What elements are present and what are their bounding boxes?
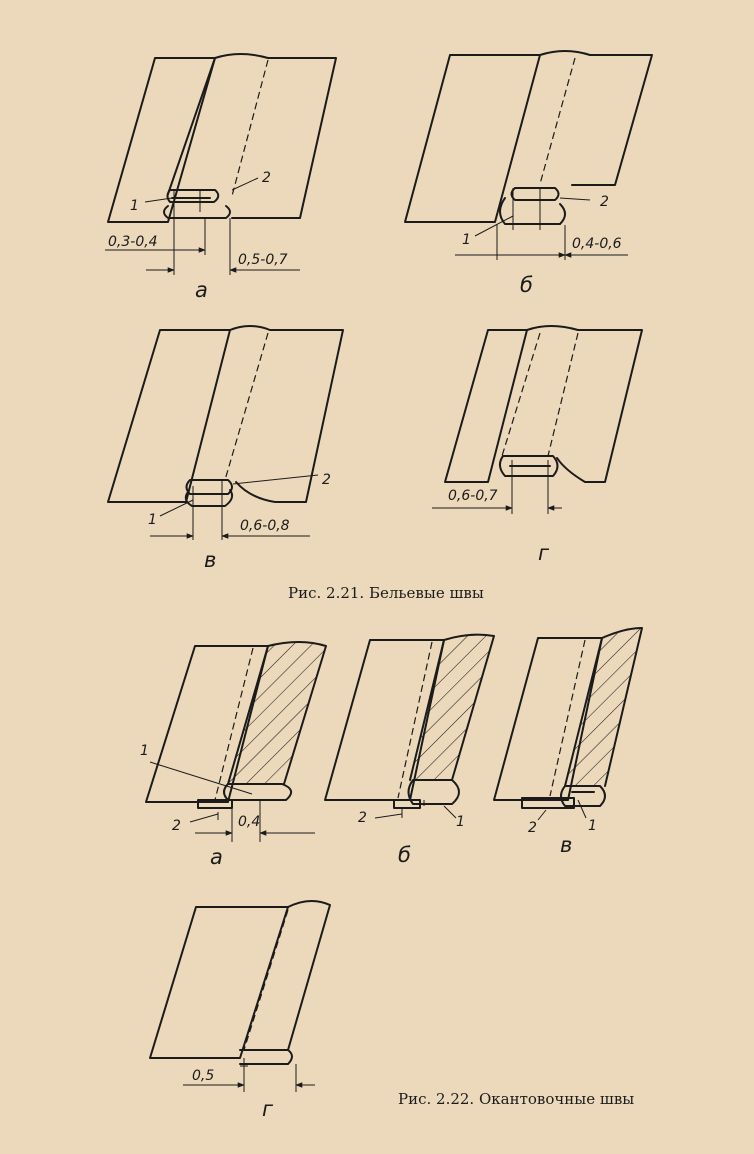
fig222-panel-a [140, 642, 326, 869]
fig222-panel-g [150, 901, 330, 1121]
dimension-label: 0,6-0,8 [240, 518, 290, 534]
dimension-label: 0,5 [192, 1068, 215, 1084]
fig221-panel-a [105, 54, 336, 302]
dimension-label: 0,4 [238, 814, 261, 830]
dimension-label: 0,3-0,4 [108, 234, 158, 250]
dimension-label: 0,6-0,7 [448, 488, 498, 504]
callout-1: 1 [456, 814, 465, 830]
callout-2: 2 [358, 810, 367, 826]
callout-1: 1 [588, 818, 597, 834]
panel-letter: в [204, 548, 217, 572]
dimension-label: 0,5-0,7 [238, 252, 288, 268]
callout-1: 1 [148, 512, 157, 528]
panel-letter: б [398, 843, 411, 867]
fig222-panel-b [325, 635, 494, 867]
dimension-label: 0,4-0,6 [572, 236, 622, 252]
panel-letter: в [560, 833, 573, 857]
fig221-panel-b [405, 51, 652, 297]
callout-2: 2 [322, 472, 331, 488]
fig221-panel-g [432, 326, 642, 565]
callout-1: 1 [130, 198, 139, 214]
fig221-panel-v [108, 326, 343, 572]
callout-2: 2 [262, 170, 271, 186]
panel-letter: а [210, 845, 223, 869]
panel-letter: г [262, 1097, 274, 1121]
callout-2: 2 [528, 820, 537, 836]
callout-1: 1 [140, 743, 149, 759]
figure-caption: Рис. 2.21. Бельевые швы [288, 584, 484, 602]
callout-1: 1 [462, 232, 471, 248]
panel-letter: г [538, 541, 550, 565]
panel-letter: а [195, 278, 208, 302]
fig222-panel-v [494, 628, 642, 857]
callout-2: 2 [172, 818, 181, 834]
panel-letter: б [520, 273, 533, 297]
callout-2: 2 [600, 194, 609, 210]
figure-caption: Рис. 2.22. Окантовочные швы [398, 1090, 635, 1108]
